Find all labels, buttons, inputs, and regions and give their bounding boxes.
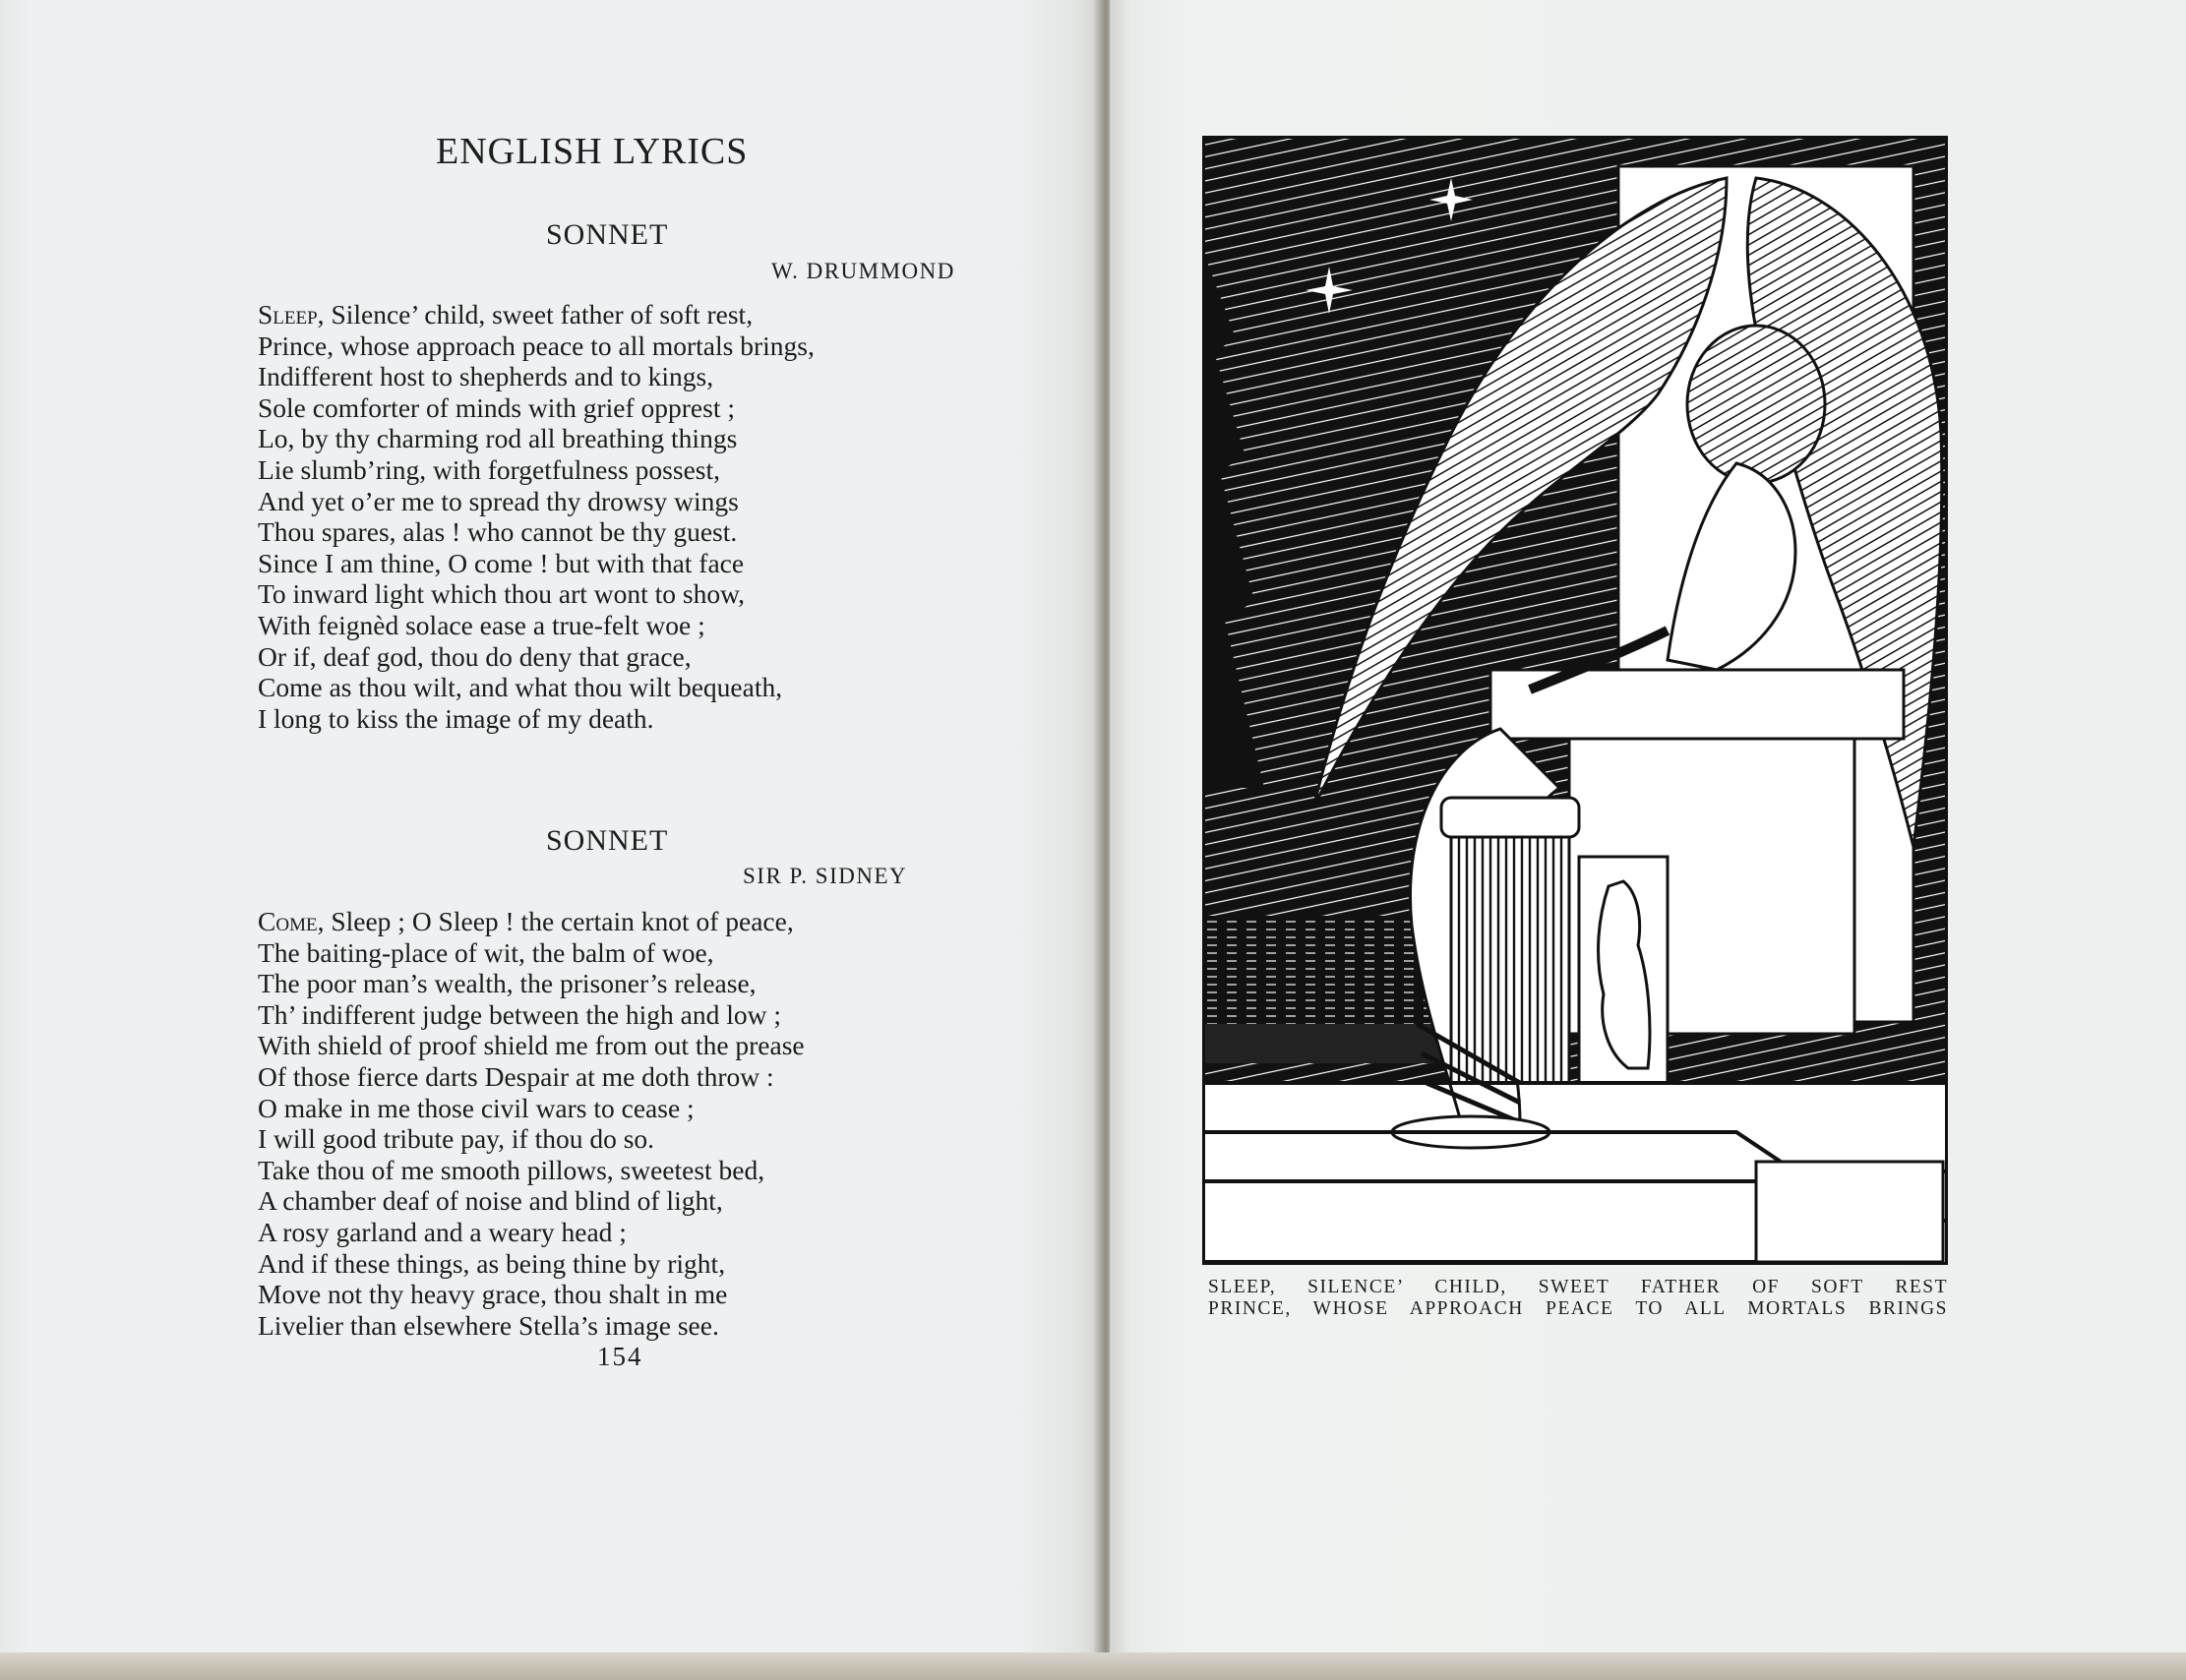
poem-line: The baiting-place of wit, the balm of woe, (258, 936, 714, 968)
caption-line-2: PRINCE, WHOSE APPROACH PEACE TO ALL MORTALS BRINGS (1208, 1298, 1948, 1319)
poem-line: O make in me those civil wars to cease ; (258, 1092, 695, 1123)
poem-line: Prince, whose approach peace to all mortals brings, (258, 330, 815, 361)
poem-line: Indifferent host to shepherds and to kings, (258, 361, 714, 392)
page-number: 154 (597, 1342, 643, 1371)
poem-line: Move not thy heavy grace, thou shalt in me (258, 1279, 728, 1310)
caption-line-1: SLEEP, SILENCE’ CHILD, SWEET FATHER OF SOFT REST (1208, 1277, 1948, 1297)
poem-line: A rosy garland and a weary head ; (258, 1216, 627, 1247)
poem-line: To inward light which thou art wont to show, (258, 578, 746, 610)
poem1-lines (258, 299, 815, 734)
poem1-author: W. DRUMMOND (771, 259, 955, 283)
poem-line: And yet o’er me to spread thy drowsy wings (258, 485, 739, 516)
poem-line: With shield of proof shield me from out the prease (258, 1030, 805, 1061)
poem-line: Livelier than elsewhere Stella’s image see. (258, 1309, 719, 1341)
poem-first-word: Come, (258, 906, 325, 936)
book-bottom-edge (0, 1652, 2186, 1680)
poem2-lines (258, 906, 805, 1341)
poem-line: Sleep, Silence’ child, sweet father of soft rest, (258, 299, 754, 330)
illustration-drawing (1205, 139, 1945, 1262)
poem-line: I long to kiss the image of my death. (258, 702, 654, 734)
poem-line: Lo, by thy charming rod all breathing things (258, 423, 738, 454)
poem-line: Thou spares, alas ! who cannot be thy guest. (258, 516, 738, 548)
running-head: ENGLISH LYRICS (436, 131, 749, 172)
poem-line: With feignèd solace ease a true-felt woe ; (258, 609, 705, 640)
poem-line: Th’ indifferent judge between the high and low ; (258, 998, 782, 1030)
poem-line: Take thou of me smooth pillows, sweetest bed, (258, 1154, 765, 1185)
poem-line: Since I am thine, O come ! but with that face (258, 547, 745, 578)
poem-first-word: Sleep, (258, 299, 325, 330)
poem-line: And if these things, as being thine by right, (258, 1247, 726, 1279)
poem2-author: SIR P. SIDNEY (743, 864, 908, 888)
poem-line: The poor man’s wealth, the prisoner’s release, (258, 968, 757, 999)
poem-line: Come, Sleep ; O Sleep ! the certain knot of peace, (258, 906, 794, 936)
poem-line: Come as thou wilt, and what thou wilt bequeath, (258, 672, 783, 703)
poem-line: I will good tribute pay, if thou do so. (258, 1123, 655, 1155)
poem-line: Lie slumb’ring, with forgetfulness possest, (258, 453, 720, 485)
poem-line: Of those fierce darts Despair at me doth throw : (258, 1060, 774, 1092)
poem2-title: SONNET (546, 824, 669, 857)
poem1-title: SONNET (546, 218, 669, 251)
poem-line: A chamber deaf of noise and blind of light, (258, 1185, 723, 1217)
poem-line: Sole comforter of minds with grief opprest ; (258, 391, 735, 423)
illustration-sleep-figure (1202, 136, 1948, 1265)
poem-line: Or if, deaf god, thou do deny that grace, (258, 640, 692, 672)
